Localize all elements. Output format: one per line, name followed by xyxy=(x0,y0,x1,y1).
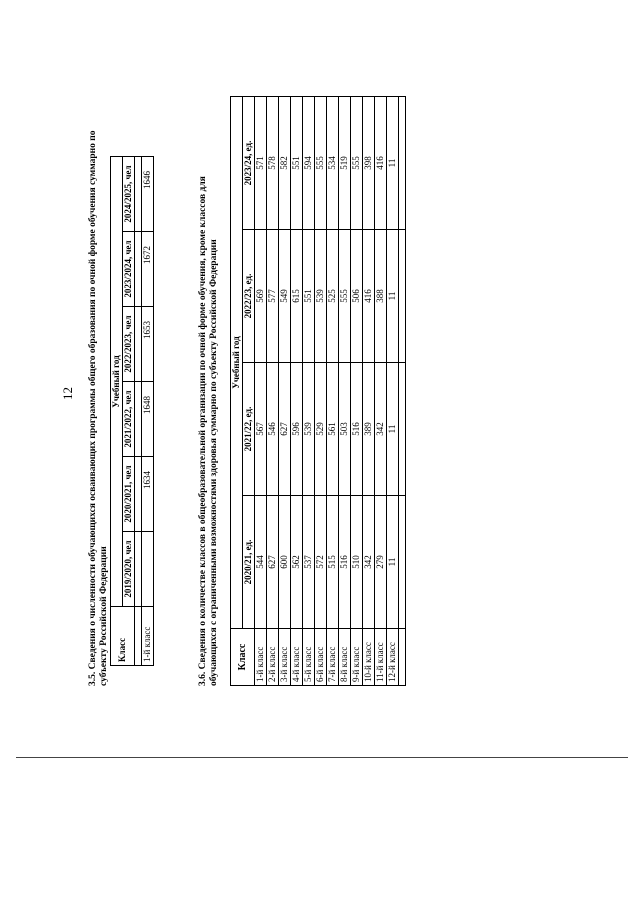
row-label: 4-й класс xyxy=(291,629,303,686)
rotated-page xyxy=(60,60,480,700)
row-label: 1-й класс xyxy=(255,629,267,686)
page-number: 12 xyxy=(60,387,75,400)
cell: 389 xyxy=(363,363,375,496)
cell: 11 xyxy=(387,363,399,496)
col-year-group: Учебный год xyxy=(231,97,243,629)
classes-table xyxy=(230,96,406,686)
cell: 546 xyxy=(267,363,279,496)
cell: 571 xyxy=(255,97,267,230)
cell: 516 xyxy=(339,496,351,629)
cell: 544 xyxy=(255,496,267,629)
cell: 503 xyxy=(339,363,351,496)
col-year: 2023/2024, чел xyxy=(123,232,135,307)
cell: 1672 xyxy=(142,232,154,307)
table-row xyxy=(315,97,327,686)
cell: 529 xyxy=(315,363,327,496)
cell: 515 xyxy=(327,496,339,629)
table-row xyxy=(142,157,154,666)
cell: 578 xyxy=(267,97,279,230)
cell: 596 xyxy=(291,363,303,496)
col-class: Класс xyxy=(111,607,135,666)
table-row xyxy=(339,97,351,686)
table-row xyxy=(279,97,291,686)
cell: 551 xyxy=(291,97,303,230)
col-year: 2019/2020, чел xyxy=(123,532,135,607)
table-row xyxy=(303,97,315,686)
row-label: 3-й класс xyxy=(279,629,291,686)
col-year: 2022/2023, чел xyxy=(123,307,135,382)
table-spacer-row xyxy=(135,157,142,666)
cell: 627 xyxy=(279,363,291,496)
cell: 510 xyxy=(351,496,363,629)
cell: 569 xyxy=(255,230,267,363)
cell: 572 xyxy=(315,496,327,629)
cell: 1646 xyxy=(142,157,154,232)
section-3-6-title: 3.6. Сведения о количестве классов в общеобразовательной организации по очной форме обучения, кроме классов для обучающихся с ограниченными возможностями здоровья суммарно по субъекту Российской Федерации xyxy=(198,176,219,686)
cell: 11 xyxy=(387,496,399,629)
cell: 516 xyxy=(351,363,363,496)
cell: 539 xyxy=(315,230,327,363)
cell: 342 xyxy=(375,363,387,496)
row-label: 8-й класс xyxy=(339,629,351,686)
row-label: 1-й класс xyxy=(142,607,154,666)
cell: 551 xyxy=(303,230,315,363)
table-row xyxy=(291,97,303,686)
row-label: 12-й класс xyxy=(387,629,399,686)
cell: 537 xyxy=(303,496,315,629)
col-year: 2020/21, ед. xyxy=(243,496,255,629)
cell: 577 xyxy=(267,230,279,363)
cell: 416 xyxy=(363,230,375,363)
cell: 594 xyxy=(303,97,315,230)
col-year: 2021/22, ед. xyxy=(243,363,255,496)
cell: 561 xyxy=(327,363,339,496)
table-row xyxy=(375,97,387,686)
students-table xyxy=(110,156,154,666)
row-label: 5-й класс xyxy=(303,629,315,686)
col-year-group: Учебный год xyxy=(111,157,123,607)
cell: 1653 xyxy=(142,307,154,382)
col-year: 2023/24, ед. xyxy=(243,97,255,230)
table-row xyxy=(351,97,363,686)
cell: 342 xyxy=(363,496,375,629)
cell: 1648 xyxy=(142,382,154,457)
cell: 555 xyxy=(315,97,327,230)
col-year: 2022/23, ед. xyxy=(243,230,255,363)
col-class: Класс xyxy=(231,629,255,686)
table-row xyxy=(363,97,375,686)
cell: 582 xyxy=(279,97,291,230)
cell: 534 xyxy=(327,97,339,230)
row-label: 11-й класс xyxy=(375,629,387,686)
table-row xyxy=(255,97,267,686)
cell: 1634 xyxy=(142,457,154,532)
cell: 549 xyxy=(279,230,291,363)
row-label: 2-й класс xyxy=(267,629,279,686)
table-spacer-row xyxy=(399,97,406,686)
row-label: 9-й класс xyxy=(351,629,363,686)
table-row xyxy=(267,97,279,686)
cell: 11 xyxy=(387,230,399,363)
row-label: 6-й класс xyxy=(315,629,327,686)
cell: 525 xyxy=(327,230,339,363)
cell: 388 xyxy=(375,230,387,363)
col-year: 2021/2022, чел xyxy=(123,382,135,457)
cell: 519 xyxy=(339,97,351,230)
cell: 615 xyxy=(291,230,303,363)
row-label: 10-й класс xyxy=(363,629,375,686)
cell: 539 xyxy=(303,363,315,496)
section-3-5-title: 3.5. Сведения о численности обучающихся осваивающих программы общего образования по очной форме обучения суммарно по субъекту Российской Федерации xyxy=(88,130,109,686)
cell: 506 xyxy=(351,230,363,363)
cell: 562 xyxy=(291,496,303,629)
cell: 11 xyxy=(387,97,399,230)
col-year: 2020/2021, чел xyxy=(123,457,135,532)
cell: 555 xyxy=(339,230,351,363)
table-row xyxy=(327,97,339,686)
horizontal-rule xyxy=(16,757,628,758)
cell: 416 xyxy=(375,97,387,230)
cell xyxy=(142,532,154,607)
cell: 627 xyxy=(267,496,279,629)
cell: 567 xyxy=(255,363,267,496)
cell: 398 xyxy=(363,97,375,230)
cell: 555 xyxy=(351,97,363,230)
row-label: 7-й класс xyxy=(327,629,339,686)
table-row xyxy=(387,97,399,686)
cell: 600 xyxy=(279,496,291,629)
col-year: 2024/2025, чел xyxy=(123,157,135,232)
cell: 279 xyxy=(375,496,387,629)
